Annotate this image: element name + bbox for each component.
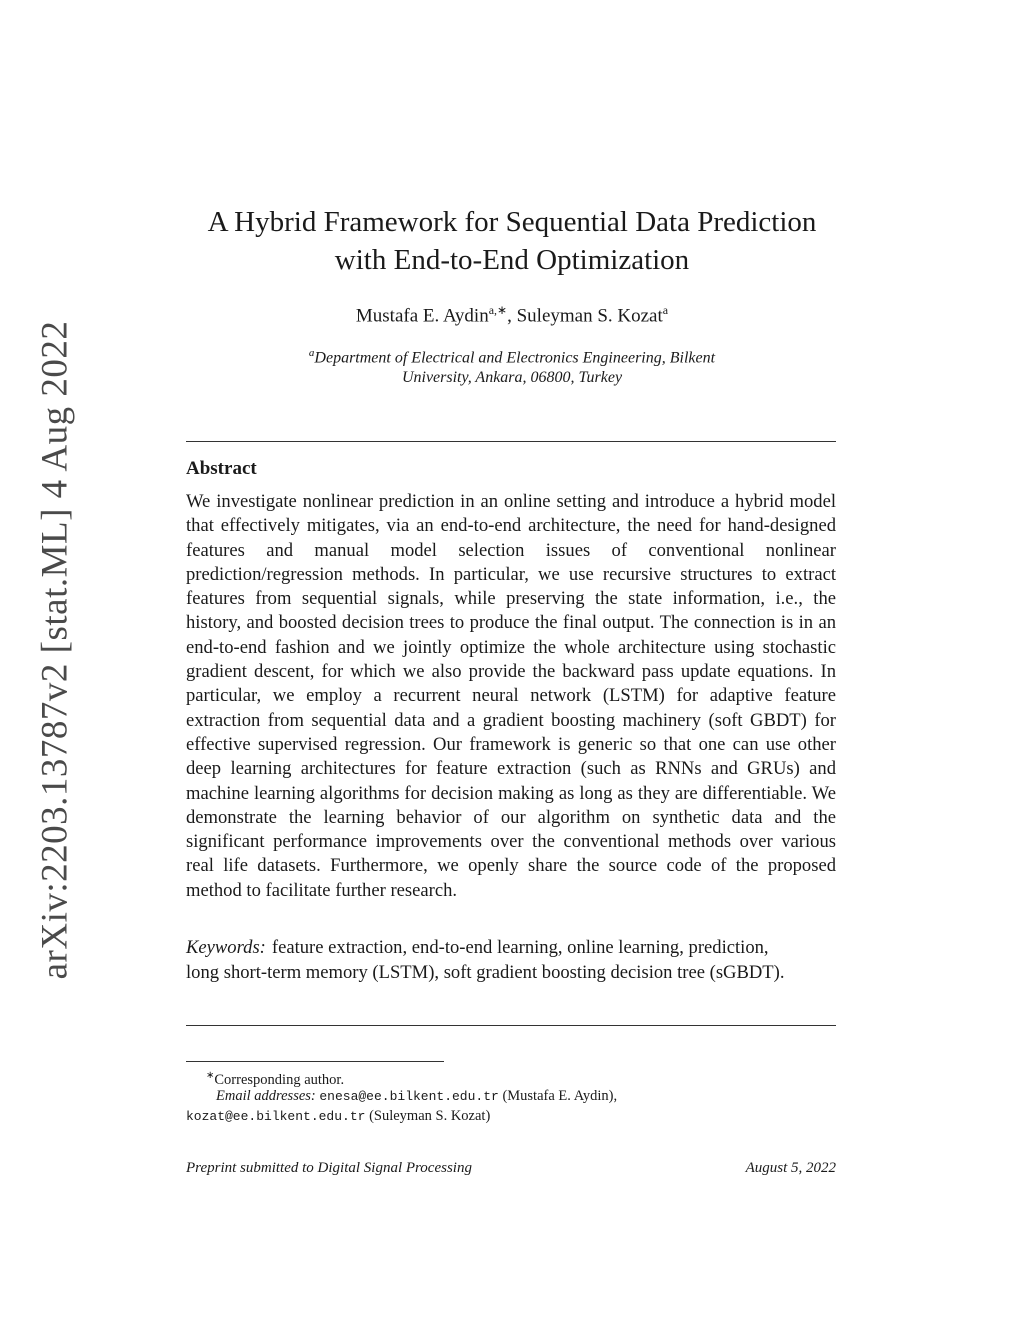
footnote-rule xyxy=(186,1061,444,1062)
email-owner-kozat: (Suleyman S. Kozat) xyxy=(369,1108,491,1124)
footnote-emails-cont xyxy=(186,1106,836,1127)
keywords xyxy=(186,936,806,985)
corresponding-mark: ∗ xyxy=(206,1070,215,1081)
author-list: Mustafa E. Aydin$^{a,∗}$, Suleyman S. Kozat$^a$ xyxy=(355,303,669,327)
footer-date: August 5, 2022 xyxy=(745,1160,836,1176)
abstract-text: We investigate nonlinear prediction in an online setting and introduce a hybrid model that effectively mitigates, via an end-to-end architecture, the need for hand-designed features and manual model selection issues of conventional nonlinear prediction/regression methods. In particular, we use recursive structures to extract features from sequential signals, while preserving the state information, i.e., the history, and boosted decision trees to produce the final output. The connection is in an end-to-end fashion and we jointly optimize the whole architecture using stochastic gradient descent, for which we also provide the backward pass update equations. In particular, we employ a recurrent neural network (LSTM) for adaptive feature extraction from sequential data and a gradient boosting machinery (soft GBDT) for effective supervised regression. Our framework is generic so that one can use other deep learning architectures for feature extraction (such as RNNs and GRUs) and machine learning algorithms for decision making as long as they are differentiable. We demonstrate the learning behavior of our algorithm on synthetic data and the significant performance improvements over the conventional methods over various real life datasets. Furthermore, we openly share the source code of the proposed method to facilitate further research. xyxy=(186,491,836,901)
affiliation-mark: a xyxy=(308,347,315,359)
paper-title xyxy=(0,203,1024,279)
abstract-bottom-rule xyxy=(186,1025,836,1026)
email-label: Email addresses: xyxy=(216,1088,316,1104)
abstract-top-rule xyxy=(186,441,836,442)
keywords-text: feature extraction, end-to-end learning, online learning, prediction, long short-term memory (LSTM), soft gradient boosting decision tree (sGBDT). xyxy=(186,937,785,983)
affiliation-line-2: University, Ankara, 06800, Turkey xyxy=(401,369,623,387)
affiliation xyxy=(0,343,1024,388)
email-link-aydin[interactable]: enesa@ee.bilkent.edu.tr xyxy=(319,1089,499,1104)
author-name: Mustafa E. Aydin xyxy=(355,305,489,327)
arxiv-identifier: arXiv:2203.13787v2 [stat.ML] 4 Aug 2022 xyxy=(34,320,76,980)
corresponding-text: Corresponding author. xyxy=(214,1071,345,1088)
abstract-heading: Abstract xyxy=(186,458,257,479)
footer-submission: Preprint submitted to Digital Signal Processing xyxy=(186,1160,472,1176)
footnote-emails xyxy=(186,1086,836,1107)
author-marks: a,∗ xyxy=(488,303,508,317)
title-line-1: A Hybrid Framework for Sequential Data Prediction xyxy=(207,206,817,238)
email-owner-aydin: (Mustafa E. Aydin), xyxy=(502,1088,618,1104)
title-line-2: with End-to-End Optimization xyxy=(334,244,690,276)
email-link-kozat[interactable]: kozat@ee.bilkent.edu.tr xyxy=(186,1109,366,1124)
affiliation-line-1: Department of Electrical and Electronics Engineering, Bilkent xyxy=(314,349,716,367)
author-name: Suleyman S. Kozat xyxy=(516,305,663,327)
keywords-label: Keywords: xyxy=(186,937,266,958)
author-marks: a xyxy=(662,303,669,317)
